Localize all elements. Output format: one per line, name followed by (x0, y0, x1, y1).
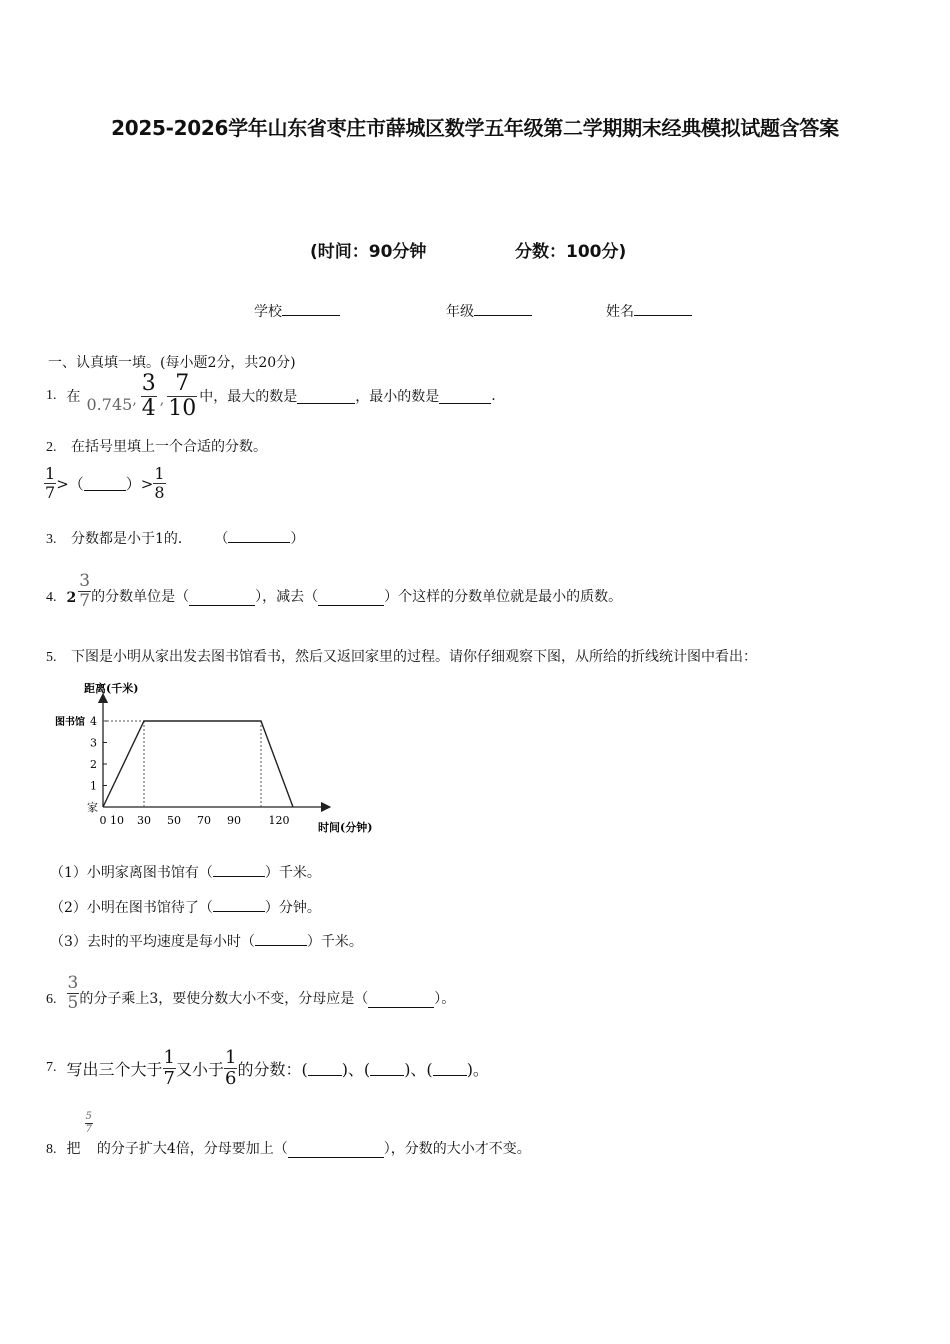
x-tick-label: 70 (197, 814, 211, 827)
question-3 (46, 528, 304, 548)
y-tick-label: 4 (90, 715, 97, 728)
q7-text-3: 的分数：( (237, 1059, 308, 1079)
q5-sub-1-blank[interactable] (213, 862, 265, 877)
q1-blank-min[interactable] (439, 389, 491, 404)
q1-text-max: 中，最大的数是 (199, 389, 298, 405)
q3-number: 3. (46, 532, 57, 547)
name-field (606, 301, 692, 321)
q1-number: 1. (46, 388, 57, 403)
school-field (254, 301, 340, 321)
q2-answer-line (44, 462, 166, 504)
q5-sub-2 (50, 897, 321, 917)
question-6 (46, 962, 455, 1012)
q4-text-2: ），减去（ (255, 589, 319, 605)
q4-fraction: $\frac{3}{7}$ (79, 571, 91, 611)
score-label: 分数：100分) (515, 242, 627, 262)
q8-text-1: 的分子扩大4倍，分母要加上（ (96, 1141, 288, 1157)
q7-sep-1: )、( (341, 1059, 371, 1079)
question-4 (46, 560, 622, 610)
school-label: 学校 (254, 304, 282, 320)
y-tick-label: 1 (90, 779, 97, 793)
q1-fraction-b: $\frac{7}{10}$ (168, 370, 197, 421)
q1-decimal: 0.745 (86, 394, 133, 414)
q5-sub-3-blank[interactable] (255, 931, 307, 946)
q7-end: )。 (466, 1059, 489, 1079)
x-tick-label: 50 (167, 814, 181, 827)
q7-blank-2[interactable] (370, 1061, 404, 1076)
q6-text-1: 的分子乘上3，要使分数大小不变，分母应是（ (79, 991, 369, 1007)
q1-end: . (491, 388, 496, 404)
q3-paren-close: ） (290, 531, 305, 547)
name-label: 姓名 (606, 304, 634, 320)
q5-sub-2-blank[interactable] (213, 897, 265, 912)
y-tick-label: 2 (90, 758, 97, 771)
y-tick-label: 3 (90, 736, 97, 750)
school-blank[interactable] (282, 301, 340, 316)
x-tick-label: 10 (110, 814, 124, 827)
q8-number: 8. (46, 1142, 57, 1157)
question-7 (46, 1044, 489, 1092)
q4-blank-unit[interactable] (189, 591, 255, 606)
q4-text-3: ）个这样的分数单位就是最小的质数。 (384, 589, 623, 605)
q8-fraction: $\frac{5}{7}$ (85, 1111, 92, 1135)
q3-blank[interactable] (228, 528, 290, 543)
q5-sub-2-pre: （2）小明在图书馆待了（ (50, 900, 213, 916)
grade-label: 年级 (446, 304, 474, 320)
q7-fraction-a: $\frac{1}{7}$ (163, 1046, 175, 1089)
grade-field (446, 301, 532, 321)
q8-pre: 把 (66, 1141, 81, 1157)
q1-fraction-a: $\frac{3}{4}$ (141, 370, 156, 421)
question-8 (46, 1112, 531, 1162)
q4-whole: 2 (66, 590, 77, 606)
q2-gt: >（ (56, 474, 84, 493)
q8-blank[interactable] (288, 1143, 384, 1158)
q1-text-min: ，最小的数是 (355, 389, 440, 405)
q6-fraction: $\frac{3}{5}$ (67, 973, 79, 1013)
q3-text: 分数都是小于1的． (70, 531, 192, 547)
q3-paren-open: （ (214, 531, 229, 547)
chart-x-label: 时间(分钟) (318, 821, 373, 834)
q5-sub-2-post: ）分钟。 (264, 900, 321, 916)
q1-blank-max[interactable] (297, 389, 355, 404)
q2-fraction-b: $\frac{1}{8}$ (154, 463, 165, 502)
x-tick-label: 120 (268, 814, 290, 827)
q4-number: 4. (46, 590, 57, 605)
name-blank[interactable] (634, 301, 692, 316)
q7-fraction-b: $\frac{1}{6}$ (224, 1046, 237, 1089)
section-heading: 一、认真填一填。(每小题2分，共20分) (48, 355, 296, 371)
q5-sub-1-pre: （1）小明家离图书馆有（ (50, 865, 213, 881)
x-tick-label: 30 (137, 814, 151, 827)
q2-fraction-a: $\frac{1}{7}$ (45, 463, 56, 502)
chart-series-line (103, 721, 293, 807)
q5-sub-1 (50, 862, 321, 882)
q7-sep-2: )、( (404, 1059, 433, 1079)
q8-text-2: ），分数的大小才不变。 (383, 1141, 531, 1157)
chart-y-label: 距离(千米) (84, 682, 139, 695)
time-label: (时间：90分钟 (310, 242, 427, 262)
q4-blank-count[interactable] (318, 591, 384, 606)
y-top-category-label: 图书馆 (55, 717, 85, 728)
q2-number: 2. (46, 440, 57, 455)
q1-pre: 在 (66, 389, 81, 405)
question-1: 1. 在 0.745 , $\frac{3}{4}$ , $\frac{7}{10}$ 中，最大的数是 ，最小的数是 . (46, 370, 496, 421)
grade-blank[interactable] (474, 301, 532, 316)
q7-text-1: 写出三个大于 (66, 1059, 163, 1079)
q5-sub-3-pre: （3）去时的平均速度是每小时（ (50, 934, 255, 950)
q5-sub-3 (50, 931, 363, 951)
q5-sub-3-post: ）千米。 (306, 934, 363, 950)
q7-blank-3[interactable] (433, 1061, 467, 1076)
q7-blank-1[interactable] (308, 1061, 342, 1076)
q6-number: 6. (46, 992, 57, 1007)
q2-blank[interactable] (84, 476, 126, 491)
distance-time-chart (48, 676, 388, 840)
q6-text-2: ）。 (434, 991, 456, 1007)
q5-sub-1-post: ）千米。 (264, 865, 321, 881)
y-origin-label: 家 (87, 801, 98, 814)
x-tick-label: 90 (227, 814, 241, 827)
q7-number: 7. (46, 1060, 57, 1075)
question-2 (46, 436, 267, 456)
q4-text-1: 的分数单位是（ (91, 589, 190, 605)
q5-text: 下图是小明从家出发去图书馆看书，然后又返回家里的过程。请你仔细观察下图，从所给的折线统计图中看出： (70, 649, 757, 665)
x-tick-label: 0 (99, 814, 107, 827)
q5-number: 5. (46, 650, 57, 665)
question-5 (46, 646, 757, 666)
q7-text-2: 又小于 (175, 1059, 224, 1079)
page-title: 2025-2026学年山东省枣庄市薛城区数学五年级第二学期期末经典模拟试题含答案 (111, 116, 839, 140)
q2-close: ）> (125, 474, 154, 493)
q2-text: 在括号里填上一个合适的分数。 (70, 439, 267, 455)
q6-blank[interactable] (368, 993, 434, 1008)
